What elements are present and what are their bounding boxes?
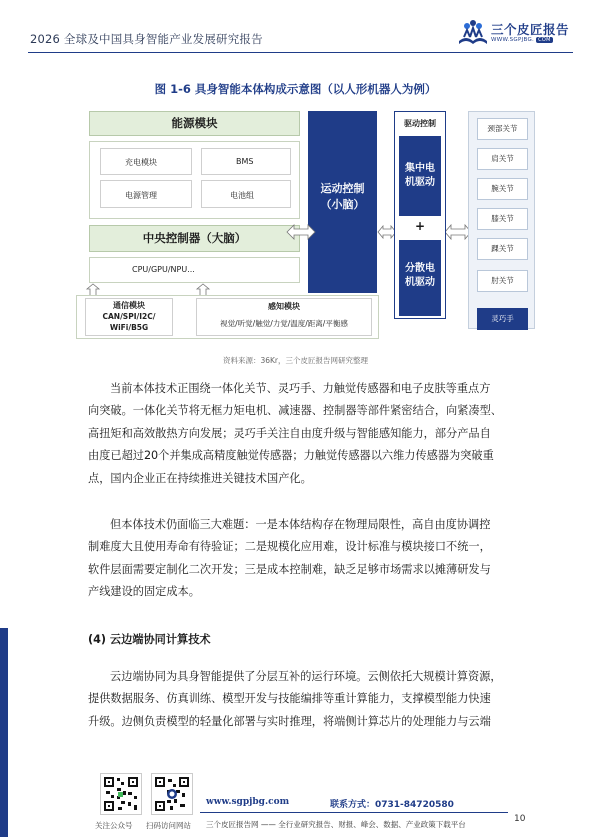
- joint-item: 颈部关节: [477, 118, 528, 140]
- energy-item: 充电模块: [100, 148, 192, 175]
- central-controller-chips: CPU/GPU/NPU...: [89, 257, 300, 283]
- paragraph-body-tech: 当前本体技术正围绕一体化关节、灵巧手、力触觉传感器和电子皮肤等重点方 向突破。一体化关节将无框力矩电机、减速器、控制器等部件紧密结合，向紧凑型、 高扭矩和高效散热方向发展；灵巧手关注自由度升级与智能感知能力，部分产品自 由度已超过20个并集成高精度触觉传感器；力触觉传感器以六维力传感器为突破重 点，国内企业正在持续推进关键技术国产化。: [88, 382, 502, 485]
- footer-rule: [200, 812, 508, 813]
- logo-text: 三个皮匠报告: [491, 22, 570, 37]
- left-accent-bar: [0, 628, 8, 837]
- joint-item: 腕关节: [477, 178, 528, 200]
- header-rule: [28, 52, 573, 53]
- drive-control-panel: 驱动控制 集中电 机驱动 + 分散电 机驱动: [394, 111, 446, 319]
- joint-item: 肘关节: [477, 270, 528, 292]
- comm-module: 通信模块 CAN/SPI/I2C/ WiFi/B5G: [85, 298, 173, 336]
- page-number: 10: [514, 814, 526, 824]
- footer-url-link[interactable]: www.sgpjbg.com: [206, 797, 290, 807]
- paragraph-cloud-edge: 云边端协同为具身智能提供了分层互补的运行环境。云侧依托大规模计算资源， 提供数据服务、仿真训练、模型开发与技能编排等重计算能力，支撑模型能力快速 升级。边侧负责模型的轻量化部署与实时推理，将端侧计算芯片的处理能力与云端: [88, 670, 502, 728]
- joint-item: 踝关节: [477, 238, 528, 260]
- energy-module-label: 能源模块: [171, 116, 218, 130]
- energy-item: 电源管理: [100, 180, 192, 208]
- footer-contact: 联系方式：0731-84720580: [330, 800, 454, 810]
- central-motor-drive: 集中电 机驱动: [399, 136, 441, 216]
- paragraph-challenges: 但本体技术仍面临三大难题：一是本体结构存在物理局限性，高自由度协调控 制难度大且使用寿命有待验证；二是规模化应用难，设计标准与模块接口不统一， 软件层面需要定制化二次开发；三是成本控制难，缺乏足够市场需求以摊薄研发与 产线建设的固定成本。: [88, 518, 491, 599]
- footer-description: 三个皮匠报告网 —— 全行业研究报告、财报、峰会、数据、产业政策下载平台: [206, 820, 466, 829]
- qr-code-website[interactable]: [151, 773, 193, 815]
- energy-item: 电池组: [201, 180, 291, 208]
- motion-control-block: 运动控制 （小脑）: [308, 111, 377, 293]
- plus-sign: +: [414, 219, 426, 233]
- central-controller-header: [89, 225, 300, 252]
- qr-code-wechat[interactable]: [100, 773, 142, 815]
- qr-code-icon: [101, 774, 141, 814]
- logo-subtext: WWW.SGPJBG. COM: [491, 37, 551, 43]
- bidirectional-arrow-icon: [286, 222, 316, 242]
- io-modules-panel: [76, 295, 379, 339]
- qr-website-label: 扫码访问网站: [146, 821, 191, 830]
- qr-code-icon: [152, 774, 192, 814]
- energy-module-header: [89, 111, 300, 136]
- joints-panel: [468, 111, 535, 329]
- logo-book-icon: [457, 17, 489, 49]
- energy-item: BMS: [201, 148, 291, 175]
- figure-source: 资料来源：36Kr，三个皮匠报告网研究整理: [222, 356, 369, 365]
- distributed-motor-drive: 分散电 机驱动: [399, 240, 441, 316]
- joint-item: 肩关节: [477, 148, 528, 170]
- sense-module: 感知模块 视觉/听觉/触觉/力觉/温度/距离/平衡感: [196, 298, 372, 336]
- section-heading: (4) 云边端协同计算技术: [88, 633, 211, 646]
- figure-title: 图 1-6 具身智能本体构成示意图（以人形机器人为例）: [154, 82, 437, 96]
- header-title: 2026 全球及中国具身智能产业发展研究报告: [30, 32, 263, 46]
- qr-wechat-label: 关注公众号: [95, 821, 133, 830]
- central-controller-label: 中央控制器（大脑）: [142, 231, 247, 245]
- joint-item: 膝关节: [477, 208, 528, 230]
- joint-item-dexterous-hand: 灵巧手: [477, 308, 528, 330]
- energy-module-panel: [89, 141, 300, 219]
